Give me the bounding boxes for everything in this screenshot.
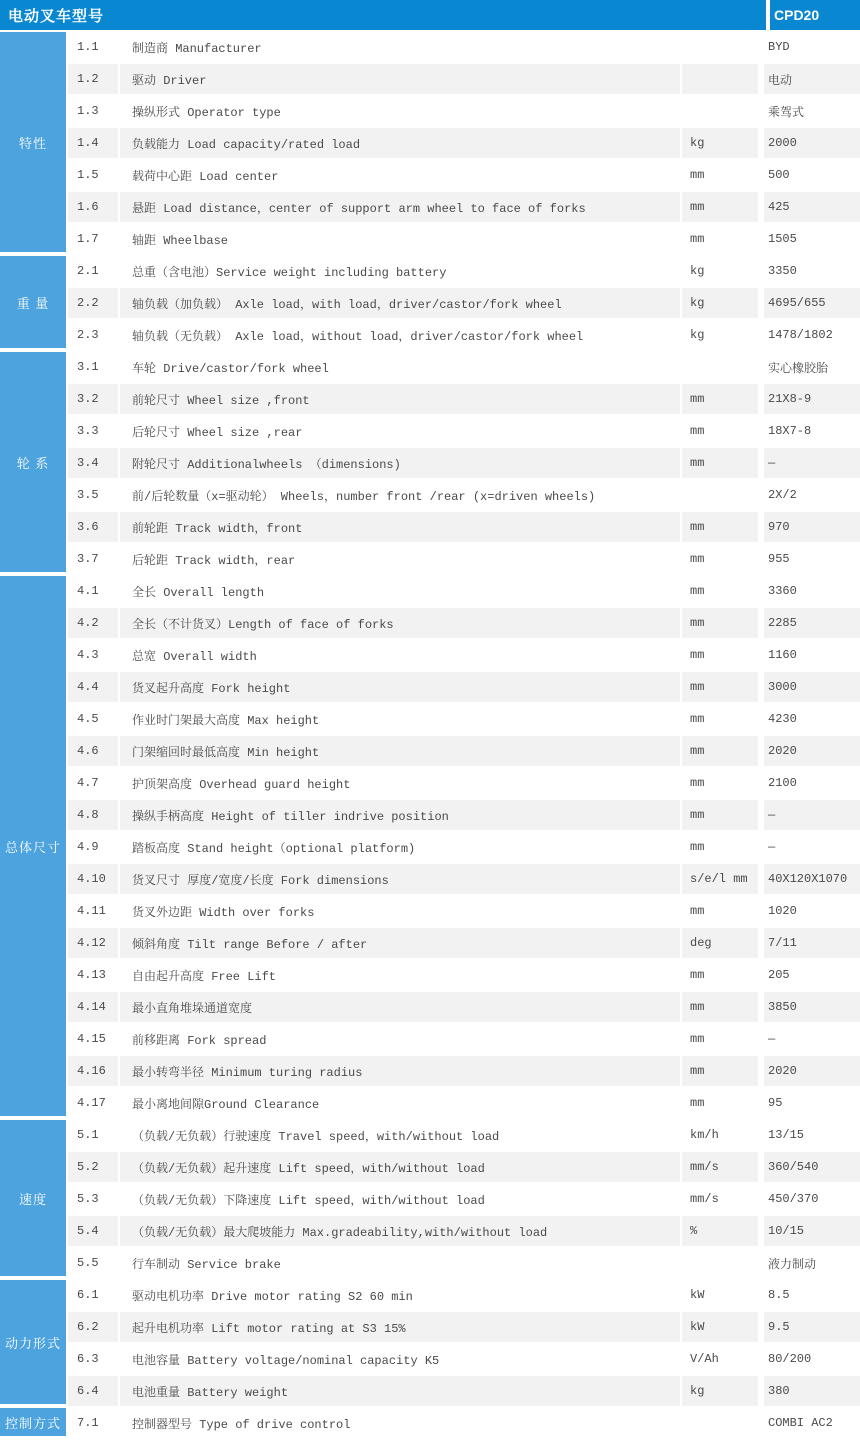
spec-unit: kg [682, 128, 758, 158]
row-number: 3.1 [68, 352, 118, 382]
spec-unit: V/Ah [682, 1344, 758, 1374]
spec-description: 制造商 Manufacturer [120, 32, 680, 62]
spec-value: 21X8-9 [764, 384, 860, 414]
spec-description: 最小直角堆垛通道宽度 [120, 992, 680, 1022]
spec-value: 425 [764, 192, 860, 222]
row-number: 5.4 [68, 1216, 118, 1246]
spec-description: 电池容量 Battery voltage/nominal capacity K5 [120, 1344, 680, 1374]
spec-value: 10/15 [764, 1216, 860, 1246]
row-number: 4.4 [68, 672, 118, 702]
spec-description: 全长（不计货叉）Length of face of forks [120, 608, 680, 638]
spec-description: 最小离地间隙Ground Clearance [120, 1088, 680, 1118]
row-number: 4.11 [68, 896, 118, 926]
row-number: 5.5 [68, 1248, 118, 1278]
spec-unit: mm/s [682, 1184, 758, 1214]
spec-row [68, 1024, 860, 1054]
spec-unit: mm [682, 704, 758, 734]
spec-description: 前/后轮数量（x=驱动轮） Wheels，number front /rear (x=driven wheels) [120, 480, 680, 510]
spec-row [68, 384, 860, 414]
spec-value: 电动 [764, 64, 860, 94]
spec-value: 13/15 [764, 1120, 860, 1150]
spec-row [68, 448, 860, 478]
spec-description: 后轮距 Track width，rear [120, 544, 680, 574]
spec-row [68, 800, 860, 830]
row-number: 4.13 [68, 960, 118, 990]
spec-row [68, 576, 860, 606]
spec-description: 全长 Overall length [120, 576, 680, 606]
spec-row [68, 1344, 860, 1374]
spec-description: 车轮 Drive/castor/fork wheel [120, 352, 680, 382]
spec-value: 8.5 [764, 1280, 860, 1310]
spec-value: — [764, 1024, 860, 1054]
spec-description: （负载/无负载）下降速度 Lift speed，with/without load [120, 1184, 680, 1214]
spec-row [68, 896, 860, 926]
spec-row [68, 480, 860, 510]
spec-row [68, 960, 860, 990]
spec-description: 踏板高度 Stand height（optional platform) [120, 832, 680, 862]
spec-description: 行车制动 Service brake [120, 1248, 680, 1278]
spec-description: 悬距 Load distance，center of support arm wheel to face of forks [120, 192, 680, 222]
spec-row [68, 96, 860, 126]
spec-row [68, 1184, 860, 1214]
spec-value: 95 [764, 1088, 860, 1118]
spec-row [68, 352, 860, 382]
spec-row [68, 320, 860, 350]
spec-unit: mm [682, 800, 758, 830]
spec-row [68, 1408, 860, 1438]
spec-unit: deg [682, 928, 758, 958]
spec-row [68, 640, 860, 670]
spec-unit [682, 1408, 758, 1438]
spec-row [68, 832, 860, 862]
spec-row [68, 416, 860, 446]
spec-value: 4230 [764, 704, 860, 734]
spec-row [68, 256, 860, 286]
spec-row [68, 192, 860, 222]
spec-unit [682, 96, 758, 126]
spec-value: 360/540 [764, 1152, 860, 1182]
spec-description: 货叉尺寸 厚度/宽度/长度 Fork dimensions [120, 864, 680, 894]
spec-description: 前轮尺寸 Wheel size ,front [120, 384, 680, 414]
spec-unit: kg [682, 256, 758, 286]
spec-value: COMBI AC2 [764, 1408, 860, 1438]
row-number: 4.8 [68, 800, 118, 830]
spec-value: 7/11 [764, 928, 860, 958]
spec-unit: mm [682, 160, 758, 190]
spec-value: 2100 [764, 768, 860, 798]
spec-description: 前轮距 Track width，front [120, 512, 680, 542]
row-number: 4.9 [68, 832, 118, 862]
spec-row [68, 32, 860, 62]
spec-unit: kg [682, 1376, 758, 1406]
spec-row [68, 608, 860, 638]
spec-description: 轴负载（无负载） Axle load，without load，driver/castor/fork wheel [120, 320, 680, 350]
spec-value: 3350 [764, 256, 860, 286]
spec-unit: mm [682, 448, 758, 478]
spec-description: 驱动 Driver [120, 64, 680, 94]
spec-unit: mm [682, 768, 758, 798]
spec-description: 载荷中心距 Load center [120, 160, 680, 190]
spec-row [68, 864, 860, 894]
spec-value: — [764, 800, 860, 830]
spec-unit: % [682, 1216, 758, 1246]
spec-description: 作业时门架最大高度 Max height [120, 704, 680, 734]
spec-unit: mm [682, 576, 758, 606]
spec-description: 操纵形式 Operator type [120, 96, 680, 126]
category-sidebar [0, 32, 66, 1440]
spec-unit: mm [682, 672, 758, 702]
spec-row [68, 1312, 860, 1342]
spec-value: 液力制动 [764, 1248, 860, 1278]
row-number: 4.2 [68, 608, 118, 638]
row-number: 6.4 [68, 1376, 118, 1406]
spec-unit: mm/s [682, 1152, 758, 1182]
spec-description: 负载能力 Load capacity/rated load [120, 128, 680, 158]
spec-value: 2X/2 [764, 480, 860, 510]
spec-unit [682, 64, 758, 94]
spec-unit: mm [682, 512, 758, 542]
row-number: 1.4 [68, 128, 118, 158]
spec-unit: mm [682, 544, 758, 574]
spec-unit: kW [682, 1312, 758, 1342]
spec-row [68, 928, 860, 958]
spec-description: 总宽 Overall width [120, 640, 680, 670]
spec-unit: mm [682, 736, 758, 766]
spec-description: 护顶架高度 Overhead guard height [120, 768, 680, 798]
spec-value: — [764, 832, 860, 862]
spec-value: 970 [764, 512, 860, 542]
spec-value: 18X7-8 [764, 416, 860, 446]
spec-table [0, 32, 860, 1440]
spec-unit: mm [682, 1088, 758, 1118]
spec-value: — [764, 448, 860, 478]
row-number: 2.1 [68, 256, 118, 286]
row-number: 3.2 [68, 384, 118, 414]
spec-row [68, 768, 860, 798]
row-number: 1.6 [68, 192, 118, 222]
spec-value: 1020 [764, 896, 860, 926]
spec-description: 前移距离 Fork spread [120, 1024, 680, 1054]
spec-unit: s/e/l mm [682, 864, 758, 894]
spec-row [68, 160, 860, 190]
row-number: 5.1 [68, 1120, 118, 1150]
spec-value: 4695/655 [764, 288, 860, 318]
spec-description: 驱动电机功率 Drive motor rating S2 60 min [120, 1280, 680, 1310]
row-number: 1.2 [68, 64, 118, 94]
spec-unit [682, 32, 758, 62]
spec-description: （负载/无负载）起升速度 Lift speed，with/without load [120, 1152, 680, 1182]
spec-value: 955 [764, 544, 860, 574]
spec-row [68, 64, 860, 94]
row-number: 4.15 [68, 1024, 118, 1054]
spec-unit: mm [682, 640, 758, 670]
spec-unit: kW [682, 1280, 758, 1310]
spec-value: 2020 [764, 736, 860, 766]
spec-value: 1160 [764, 640, 860, 670]
spec-value: 500 [764, 160, 860, 190]
spec-description: 附轮尺寸 Additionalwheels （dimensions) [120, 448, 680, 478]
spec-unit: kg [682, 288, 758, 318]
spec-description: 自由起升高度 Free Lift [120, 960, 680, 990]
spec-unit: mm [682, 416, 758, 446]
spec-description: 控制器型号 Type of drive control [120, 1408, 680, 1438]
row-number: 5.3 [68, 1184, 118, 1214]
spec-value: 80/200 [764, 1344, 860, 1374]
spec-value: 3850 [764, 992, 860, 1022]
spec-value: 1478/1802 [764, 320, 860, 350]
row-number: 4.10 [68, 864, 118, 894]
spec-unit: mm [682, 960, 758, 990]
spec-row [68, 1056, 860, 1086]
spec-unit: mm [682, 384, 758, 414]
sidebar-section-label: 轮 系 [0, 352, 66, 572]
row-number: 3.4 [68, 448, 118, 478]
spec-description: 总重（含电池）Service weight including battery [120, 256, 680, 286]
row-number: 1.5 [68, 160, 118, 190]
spec-value: 3360 [764, 576, 860, 606]
row-number: 5.2 [68, 1152, 118, 1182]
row-number: 6.2 [68, 1312, 118, 1342]
row-number: 4.7 [68, 768, 118, 798]
row-number: 4.5 [68, 704, 118, 734]
spec-unit: mm [682, 224, 758, 254]
spec-description: 货叉起升高度 Fork height [120, 672, 680, 702]
spec-value: 1505 [764, 224, 860, 254]
sidebar-section-label: 总体尺寸 [0, 576, 66, 1116]
row-number: 4.16 [68, 1056, 118, 1086]
spec-value: 乘驾式 [764, 96, 860, 126]
spec-row [68, 992, 860, 1022]
spec-value: 380 [764, 1376, 860, 1406]
spec-description: 后轮尺寸 Wheel size ,rear [120, 416, 680, 446]
spec-value: 40X120X1070 [764, 864, 860, 894]
spec-description: 轴距 Wheelbase [120, 224, 680, 254]
spec-row [68, 1088, 860, 1118]
row-number: 3.6 [68, 512, 118, 542]
spec-unit: mm [682, 192, 758, 222]
spec-row [68, 704, 860, 734]
row-number: 4.12 [68, 928, 118, 958]
spec-description: 操纵手柄高度 Height of tiller indrive position [120, 800, 680, 830]
row-number: 1.7 [68, 224, 118, 254]
row-number: 4.14 [68, 992, 118, 1022]
row-number: 2.2 [68, 288, 118, 318]
spec-description: 起升电机功率 Lift motor rating at S3 15% [120, 1312, 680, 1342]
spec-row [68, 224, 860, 254]
sidebar-section-label: 重 量 [0, 256, 66, 348]
spec-row [68, 288, 860, 318]
spec-unit: mm [682, 1024, 758, 1054]
spec-value: BYD [764, 32, 860, 62]
spec-unit [682, 1248, 758, 1278]
spec-unit: mm [682, 896, 758, 926]
spec-unit: mm [682, 992, 758, 1022]
spec-description: 门架缩回时最低高度 Min height [120, 736, 680, 766]
row-number: 1.3 [68, 96, 118, 126]
spec-description: 最小转弯半径 Minimum turing radius [120, 1056, 680, 1086]
spec-unit: mm [682, 832, 758, 862]
spec-value: 2285 [764, 608, 860, 638]
spec-description: 电池重量 Battery weight [120, 1376, 680, 1406]
row-number: 6.1 [68, 1280, 118, 1310]
row-number: 4.6 [68, 736, 118, 766]
spec-row [68, 1248, 860, 1278]
spec-description: 轴负载（加负载） Axle load，with load，driver/castor/fork wheel [120, 288, 680, 318]
sidebar-section-label: 动力形式 [0, 1280, 66, 1404]
spec-row [68, 672, 860, 702]
spec-description: 货叉外边距 Width over forks [120, 896, 680, 926]
spec-row [68, 544, 860, 574]
spec-description: （负载/无负载）最大爬坡能力 Max.gradeability,with/without load [120, 1216, 680, 1246]
spec-unit: mm [682, 1056, 758, 1086]
row-number: 3.7 [68, 544, 118, 574]
spec-row [68, 128, 860, 158]
spec-unit [682, 480, 758, 510]
spec-value: 9.5 [764, 1312, 860, 1342]
spec-row [68, 1120, 860, 1150]
spec-unit: mm [682, 608, 758, 638]
spec-unit: km/h [682, 1120, 758, 1150]
spec-value: 实心橡胶胎 [764, 352, 860, 382]
spec-description: 倾斜角度 Tilt range Before / after [120, 928, 680, 958]
spec-row [68, 1216, 860, 1246]
page-title: 电动叉车型号 [0, 0, 766, 30]
row-number: 6.3 [68, 1344, 118, 1374]
row-number: 4.1 [68, 576, 118, 606]
sidebar-section-label: 特性 [0, 32, 66, 252]
spec-value: 3000 [764, 672, 860, 702]
spec-value: 450/370 [764, 1184, 860, 1214]
spec-rows [68, 32, 860, 1440]
spec-value: 2000 [764, 128, 860, 158]
spec-row [68, 1376, 860, 1406]
spec-value: 205 [764, 960, 860, 990]
row-number: 7.1 [68, 1408, 118, 1438]
sidebar-section-label: 速度 [0, 1120, 66, 1276]
spec-row [68, 1152, 860, 1182]
spec-row [68, 736, 860, 766]
spec-value: 2020 [764, 1056, 860, 1086]
table-header [0, 0, 860, 30]
row-number: 4.17 [68, 1088, 118, 1118]
row-number: 3.3 [68, 416, 118, 446]
sidebar-section-label: 控制方式 [0, 1408, 66, 1436]
row-number: 3.5 [68, 480, 118, 510]
row-number: 2.3 [68, 320, 118, 350]
spec-unit [682, 352, 758, 382]
row-number: 4.3 [68, 640, 118, 670]
spec-unit: kg [682, 320, 758, 350]
row-number: 1.1 [68, 32, 118, 62]
spec-description: （负载/无负载）行驶速度 Travel speed，with/without load [120, 1120, 680, 1150]
spec-row [68, 512, 860, 542]
spec-row [68, 1280, 860, 1310]
model-header: CPD20 [770, 0, 860, 30]
